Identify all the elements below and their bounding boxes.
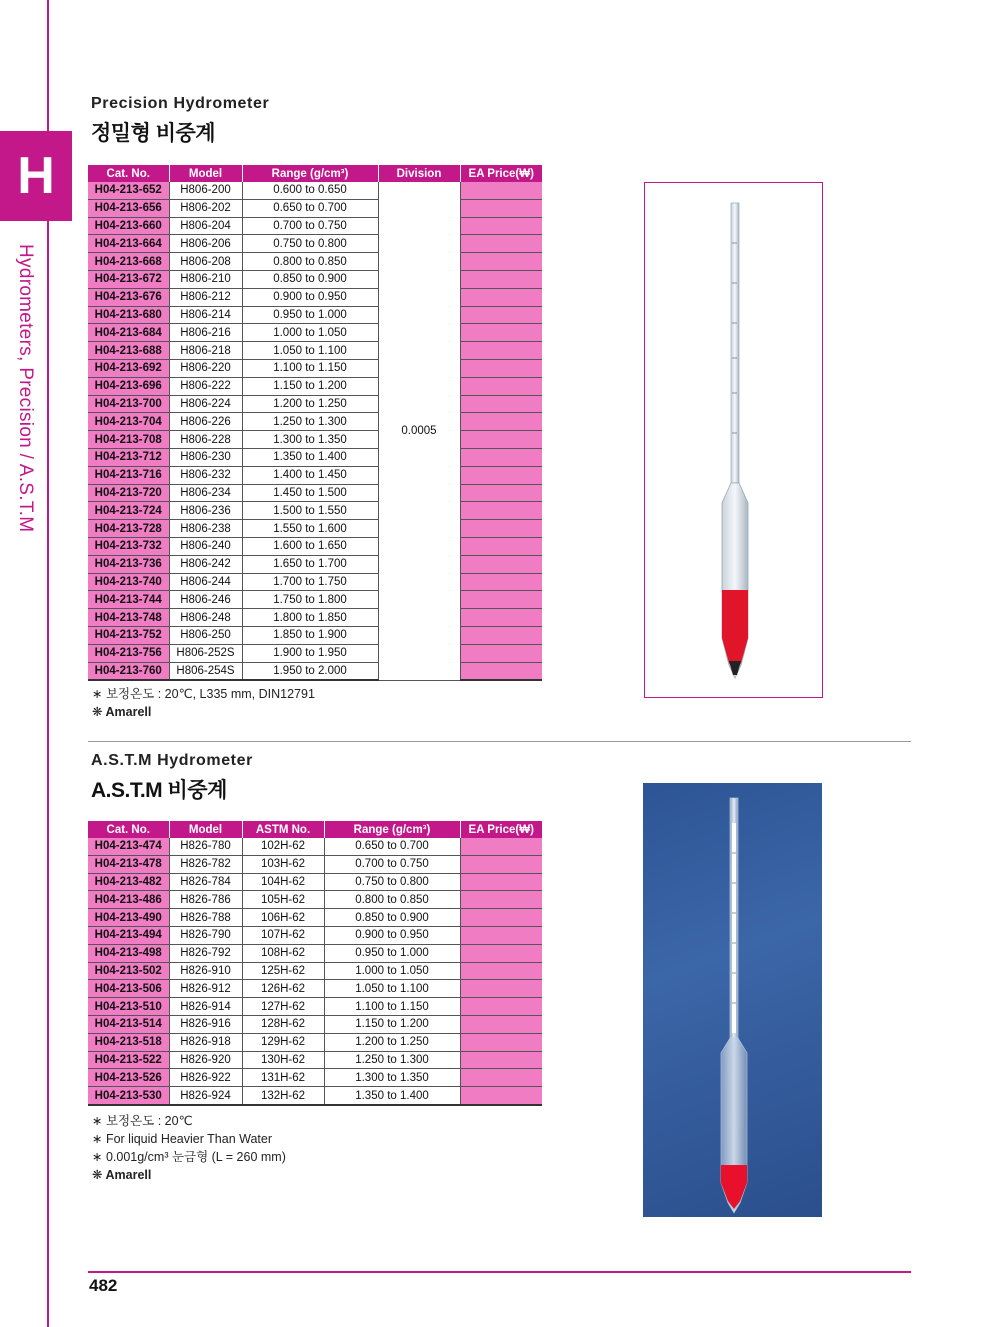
range-cell: 0.750 to 0.800 <box>242 235 378 253</box>
price-cell <box>460 1033 542 1051</box>
cat-no-cell: H04-213-712 <box>88 448 169 466</box>
price-cell <box>460 217 542 235</box>
astm-no-cell: 104H-62 <box>242 873 324 891</box>
astm-no-cell: 107H-62 <box>242 926 324 944</box>
table-row <box>88 609 542 627</box>
cat-no-cell: H04-213-696 <box>88 377 169 395</box>
cat-no-cell: H04-213-494 <box>88 926 169 944</box>
table-row <box>88 1051 542 1069</box>
table-row <box>88 573 542 591</box>
table-row <box>88 377 542 395</box>
col-range: Range (g/cm³) <box>242 165 378 182</box>
range-cell: 1.250 to 1.300 <box>242 413 378 431</box>
range-cell: 1.350 to 1.400 <box>242 448 378 466</box>
astm-no-cell: 132H-62 <box>242 1087 324 1105</box>
cat-no-cell: H04-213-752 <box>88 626 169 644</box>
table-row <box>88 873 542 891</box>
astm-note-3: ∗ 0.001g/cm³ 눈금형 (L = 260 mm) <box>92 1150 286 1164</box>
price-cell <box>460 1015 542 1033</box>
astm-no-cell: 105H-62 <box>242 891 324 909</box>
model-cell: H826-780 <box>169 838 242 855</box>
table-row <box>88 217 542 235</box>
range-cell: 1.250 to 1.300 <box>324 1051 460 1069</box>
range-cell: 1.150 to 1.200 <box>242 377 378 395</box>
table-row <box>88 1069 542 1087</box>
table-row <box>88 395 542 413</box>
table-row <box>88 288 542 306</box>
range-cell: 0.900 to 0.950 <box>324 926 460 944</box>
price-cell <box>460 980 542 998</box>
cat-no-cell: H04-213-498 <box>88 944 169 962</box>
table-row <box>88 855 542 873</box>
astm-note-2: ∗ For liquid Heavier Than Water <box>92 1132 272 1146</box>
cat-no-cell: H04-213-684 <box>88 324 169 342</box>
range-cell: 0.950 to 1.000 <box>242 306 378 324</box>
col-division: Division <box>378 165 460 182</box>
table-row <box>88 199 542 217</box>
price-cell <box>460 891 542 909</box>
cat-no-cell: H04-213-692 <box>88 359 169 377</box>
price-cell <box>460 342 542 360</box>
range-cell: 1.050 to 1.100 <box>324 980 460 998</box>
precision-notes <box>92 685 315 721</box>
astm-no-cell: 131H-62 <box>242 1069 324 1087</box>
cat-no-cell: H04-213-720 <box>88 484 169 502</box>
cat-no-cell: H04-213-716 <box>88 466 169 484</box>
table-row <box>88 520 542 538</box>
table-row <box>88 909 542 927</box>
cat-no-cell: H04-213-708 <box>88 431 169 449</box>
cat-no-cell: H04-213-656 <box>88 199 169 217</box>
range-cell: 0.650 to 0.700 <box>242 199 378 217</box>
side-caption <box>14 244 44 584</box>
model-cell: H806-204 <box>169 217 242 235</box>
cat-no-cell: H04-213-688 <box>88 342 169 360</box>
cat-no-cell: H04-213-502 <box>88 962 169 980</box>
model-cell: H806-232 <box>169 466 242 484</box>
price-cell <box>460 448 542 466</box>
model-cell: H826-912 <box>169 980 242 998</box>
table-row <box>88 324 542 342</box>
cat-no-cell: H04-213-740 <box>88 573 169 591</box>
astm-no-cell: 130H-62 <box>242 1051 324 1069</box>
table-row <box>88 431 542 449</box>
price-cell <box>460 306 542 324</box>
price-cell <box>460 626 542 644</box>
cat-no-cell: H04-213-704 <box>88 413 169 431</box>
cat-no-cell: H04-213-700 <box>88 395 169 413</box>
price-cell <box>460 253 542 271</box>
model-cell: H806-200 <box>169 182 242 199</box>
range-cell: 1.200 to 1.250 <box>324 1033 460 1051</box>
model-cell: H826-786 <box>169 891 242 909</box>
cat-no-cell: H04-213-728 <box>88 520 169 538</box>
cat-no-cell: H04-213-478 <box>88 855 169 873</box>
range-cell: 1.650 to 1.700 <box>242 555 378 573</box>
cat-no-cell: H04-213-518 <box>88 1033 169 1051</box>
col-astm-no: ASTM No. <box>242 821 324 838</box>
col-cat-no: Cat. No. <box>88 821 169 838</box>
model-cell: H806-244 <box>169 573 242 591</box>
range-cell: 1.000 to 1.050 <box>324 962 460 980</box>
page-number: 482 <box>89 1276 118 1295</box>
range-cell: 1.700 to 1.750 <box>242 573 378 591</box>
price-cell <box>460 855 542 873</box>
price-cell <box>460 288 542 306</box>
model-cell: H826-916 <box>169 1015 242 1033</box>
col-price: EA Price(₩) <box>460 821 542 838</box>
range-cell: 1.800 to 1.850 <box>242 609 378 627</box>
model-cell: H806-226 <box>169 413 242 431</box>
price-cell <box>460 1087 542 1105</box>
cat-no-cell: H04-213-732 <box>88 537 169 555</box>
model-cell: H806-214 <box>169 306 242 324</box>
cat-no-cell: H04-213-748 <box>88 609 169 627</box>
table-row <box>88 591 542 609</box>
astm-no-cell: 129H-62 <box>242 1033 324 1051</box>
cat-no-cell: H04-213-744 <box>88 591 169 609</box>
range-cell: 1.050 to 1.100 <box>242 342 378 360</box>
table-row <box>88 448 542 466</box>
astm-hydrometer-photo <box>643 783 822 1217</box>
cat-no-cell: H04-213-486 <box>88 891 169 909</box>
price-cell <box>460 359 542 377</box>
table-row <box>88 537 542 555</box>
table-row <box>88 182 542 199</box>
price-cell <box>460 573 542 591</box>
cat-no-cell: H04-213-482 <box>88 873 169 891</box>
model-cell: H806-250 <box>169 626 242 644</box>
price-cell <box>460 1051 542 1069</box>
precision-title-ko: 정밀형 비중계 <box>91 122 216 145</box>
cat-no-cell: H04-213-760 <box>88 662 169 680</box>
model-cell: H826-910 <box>169 962 242 980</box>
model-cell: H826-784 <box>169 873 242 891</box>
table-row <box>88 306 542 324</box>
range-cell: 1.350 to 1.400 <box>324 1087 460 1105</box>
col-cat-no: Cat. No. <box>88 165 169 182</box>
model-cell: H826-924 <box>169 1087 242 1105</box>
table-row <box>88 662 542 680</box>
astm-title-en: A.S.T.M Hydrometer <box>91 752 253 769</box>
astm-note-1: ∗ 보정온도 : 20℃ <box>92 1114 193 1128</box>
astm-no-cell: 125H-62 <box>242 962 324 980</box>
astm-no-cell: 103H-62 <box>242 855 324 873</box>
range-cell: 0.600 to 0.650 <box>242 182 378 199</box>
price-cell <box>460 270 542 288</box>
model-cell: H806-212 <box>169 288 242 306</box>
price-cell <box>460 182 542 199</box>
table-row <box>88 626 542 644</box>
price-cell <box>460 235 542 253</box>
range-cell: 1.400 to 1.450 <box>242 466 378 484</box>
model-cell: H806-222 <box>169 377 242 395</box>
model-cell: H806-254S <box>169 662 242 680</box>
model-cell: H826-790 <box>169 926 242 944</box>
range-cell: 1.200 to 1.250 <box>242 395 378 413</box>
astm-header-row <box>88 821 542 838</box>
range-cell: 1.850 to 1.900 <box>242 626 378 644</box>
model-cell: H806-236 <box>169 502 242 520</box>
model-cell: H806-206 <box>169 235 242 253</box>
price-cell <box>460 466 542 484</box>
model-cell: H826-918 <box>169 1033 242 1051</box>
table-row <box>88 1087 542 1105</box>
range-cell: 0.900 to 0.950 <box>242 288 378 306</box>
price-cell <box>460 431 542 449</box>
model-cell: H826-788 <box>169 909 242 927</box>
table-row <box>88 1033 542 1051</box>
col-price: EA Price(₩) <box>460 165 542 182</box>
price-cell <box>460 591 542 609</box>
model-cell: H806-252S <box>169 644 242 662</box>
range-cell: 1.900 to 1.950 <box>242 644 378 662</box>
range-cell: 1.100 to 1.150 <box>242 359 378 377</box>
section-letter: H <box>17 147 55 205</box>
price-cell <box>460 926 542 944</box>
model-cell: H806-242 <box>169 555 242 573</box>
astm-brand: ❋ Amarell <box>92 1168 152 1182</box>
range-cell: 1.100 to 1.150 <box>324 998 460 1016</box>
price-cell <box>460 395 542 413</box>
table-row <box>88 359 542 377</box>
table-row <box>88 502 542 520</box>
cat-no-cell: H04-213-724 <box>88 502 169 520</box>
cat-no-cell: H04-213-756 <box>88 644 169 662</box>
precision-table <box>88 165 542 681</box>
price-cell <box>460 537 542 555</box>
section-tab <box>0 131 72 221</box>
table-row <box>88 342 542 360</box>
table-row <box>88 270 542 288</box>
table-row <box>88 1015 542 1033</box>
cat-no-cell: H04-213-526 <box>88 1069 169 1087</box>
col-range: Range (g/cm³) <box>324 821 460 838</box>
col-model: Model <box>169 821 242 838</box>
cat-no-cell: H04-213-510 <box>88 998 169 1016</box>
astm-no-cell: 108H-62 <box>242 944 324 962</box>
cat-no-cell: H04-213-506 <box>88 980 169 998</box>
precision-title-en: Precision Hydrometer <box>91 95 270 112</box>
astm-no-cell: 127H-62 <box>242 998 324 1016</box>
cat-no-cell: H04-213-680 <box>88 306 169 324</box>
cat-no-cell: H04-213-490 <box>88 909 169 927</box>
range-cell: 0.700 to 0.750 <box>324 855 460 873</box>
col-model: Model <box>169 165 242 182</box>
model-cell: H826-920 <box>169 1051 242 1069</box>
model-cell: H806-220 <box>169 359 242 377</box>
price-cell <box>460 520 542 538</box>
table-row <box>88 838 542 855</box>
table-row <box>88 944 542 962</box>
model-cell: H806-234 <box>169 484 242 502</box>
range-cell: 0.850 to 0.900 <box>324 909 460 927</box>
range-cell: 0.850 to 0.900 <box>242 270 378 288</box>
precision-header-row <box>88 165 542 182</box>
cat-no-cell: H04-213-530 <box>88 1087 169 1105</box>
table-row <box>88 962 542 980</box>
model-cell: H826-922 <box>169 1069 242 1087</box>
price-cell <box>460 944 542 962</box>
price-cell <box>460 873 542 891</box>
cat-no-cell: H04-213-652 <box>88 182 169 199</box>
cat-no-cell: H04-213-664 <box>88 235 169 253</box>
price-cell <box>460 662 542 680</box>
range-cell: 1.150 to 1.200 <box>324 1015 460 1033</box>
astm-no-cell: 126H-62 <box>242 980 324 998</box>
range-cell: 1.600 to 1.650 <box>242 537 378 555</box>
section-divider <box>88 741 911 742</box>
table-row <box>88 555 542 573</box>
model-cell: H806-224 <box>169 395 242 413</box>
astm-no-cell: 128H-62 <box>242 1015 324 1033</box>
model-cell: H806-240 <box>169 537 242 555</box>
astm-title-ko: A.S.T.M 비중계 <box>91 779 227 802</box>
model-cell: H826-792 <box>169 944 242 962</box>
table-row <box>88 235 542 253</box>
price-cell <box>460 377 542 395</box>
model-cell: H806-218 <box>169 342 242 360</box>
range-cell: 0.950 to 1.000 <box>324 944 460 962</box>
table-row <box>88 926 542 944</box>
cat-no-cell: H04-213-672 <box>88 270 169 288</box>
price-cell <box>460 413 542 431</box>
cat-no-cell: H04-213-522 <box>88 1051 169 1069</box>
table-row <box>88 484 542 502</box>
range-cell: 1.300 to 1.350 <box>242 431 378 449</box>
range-cell: 1.550 to 1.600 <box>242 520 378 538</box>
model-cell: H806-248 <box>169 609 242 627</box>
range-cell: 1.450 to 1.500 <box>242 484 378 502</box>
cat-no-cell: H04-213-514 <box>88 1015 169 1033</box>
astm-table <box>88 821 542 1106</box>
table-row <box>88 980 542 998</box>
footer-line <box>88 1271 911 1273</box>
cat-no-cell: H04-213-668 <box>88 253 169 271</box>
price-cell <box>460 199 542 217</box>
cat-no-cell: H04-213-676 <box>88 288 169 306</box>
model-cell: H806-230 <box>169 448 242 466</box>
model-cell: H806-228 <box>169 431 242 449</box>
range-cell: 0.800 to 0.850 <box>324 891 460 909</box>
table-row <box>88 413 542 431</box>
model-cell: H806-202 <box>169 199 242 217</box>
price-cell <box>460 998 542 1016</box>
precision-note: ∗ 보정온도 : 20℃, L335 mm, DIN12791 <box>92 687 315 701</box>
range-cell: 1.950 to 2.000 <box>242 662 378 680</box>
range-cell: 1.300 to 1.350 <box>324 1069 460 1087</box>
model-cell: H806-210 <box>169 270 242 288</box>
range-cell: 0.750 to 0.800 <box>324 873 460 891</box>
table-row <box>88 644 542 662</box>
model-cell: H826-782 <box>169 855 242 873</box>
price-cell <box>460 484 542 502</box>
cat-no-cell: H04-213-736 <box>88 555 169 573</box>
range-cell: 0.650 to 0.700 <box>324 838 460 855</box>
model-cell: H806-238 <box>169 520 242 538</box>
table-row <box>88 998 542 1016</box>
model-cell: H806-208 <box>169 253 242 271</box>
price-cell <box>460 644 542 662</box>
price-cell <box>460 909 542 927</box>
astm-no-cell: 102H-62 <box>242 838 324 855</box>
cat-no-cell: H04-213-474 <box>88 838 169 855</box>
table-row <box>88 466 542 484</box>
price-cell <box>460 502 542 520</box>
table-row <box>88 891 542 909</box>
range-cell: 1.500 to 1.550 <box>242 502 378 520</box>
table-row <box>88 253 542 271</box>
side-caption-text: Hydrometers, Precision / A.S.T.M <box>15 244 36 533</box>
astm-notes <box>92 1112 286 1184</box>
price-cell <box>460 1069 542 1087</box>
model-cell: H806-246 <box>169 591 242 609</box>
price-cell <box>460 838 542 855</box>
precision-hydrometer-photo <box>644 182 823 698</box>
astm-no-cell: 106H-62 <box>242 909 324 927</box>
range-cell: 1.000 to 1.050 <box>242 324 378 342</box>
price-cell <box>460 962 542 980</box>
division-cell: 0.0005 <box>378 182 460 680</box>
precision-brand: ❋ Amarell <box>92 705 152 719</box>
cat-no-cell: H04-213-660 <box>88 217 169 235</box>
price-cell <box>460 609 542 627</box>
model-cell: H806-216 <box>169 324 242 342</box>
range-cell: 0.700 to 0.750 <box>242 217 378 235</box>
model-cell: H826-914 <box>169 998 242 1016</box>
price-cell <box>460 555 542 573</box>
price-cell <box>460 324 542 342</box>
range-cell: 1.750 to 1.800 <box>242 591 378 609</box>
range-cell: 0.800 to 0.850 <box>242 253 378 271</box>
